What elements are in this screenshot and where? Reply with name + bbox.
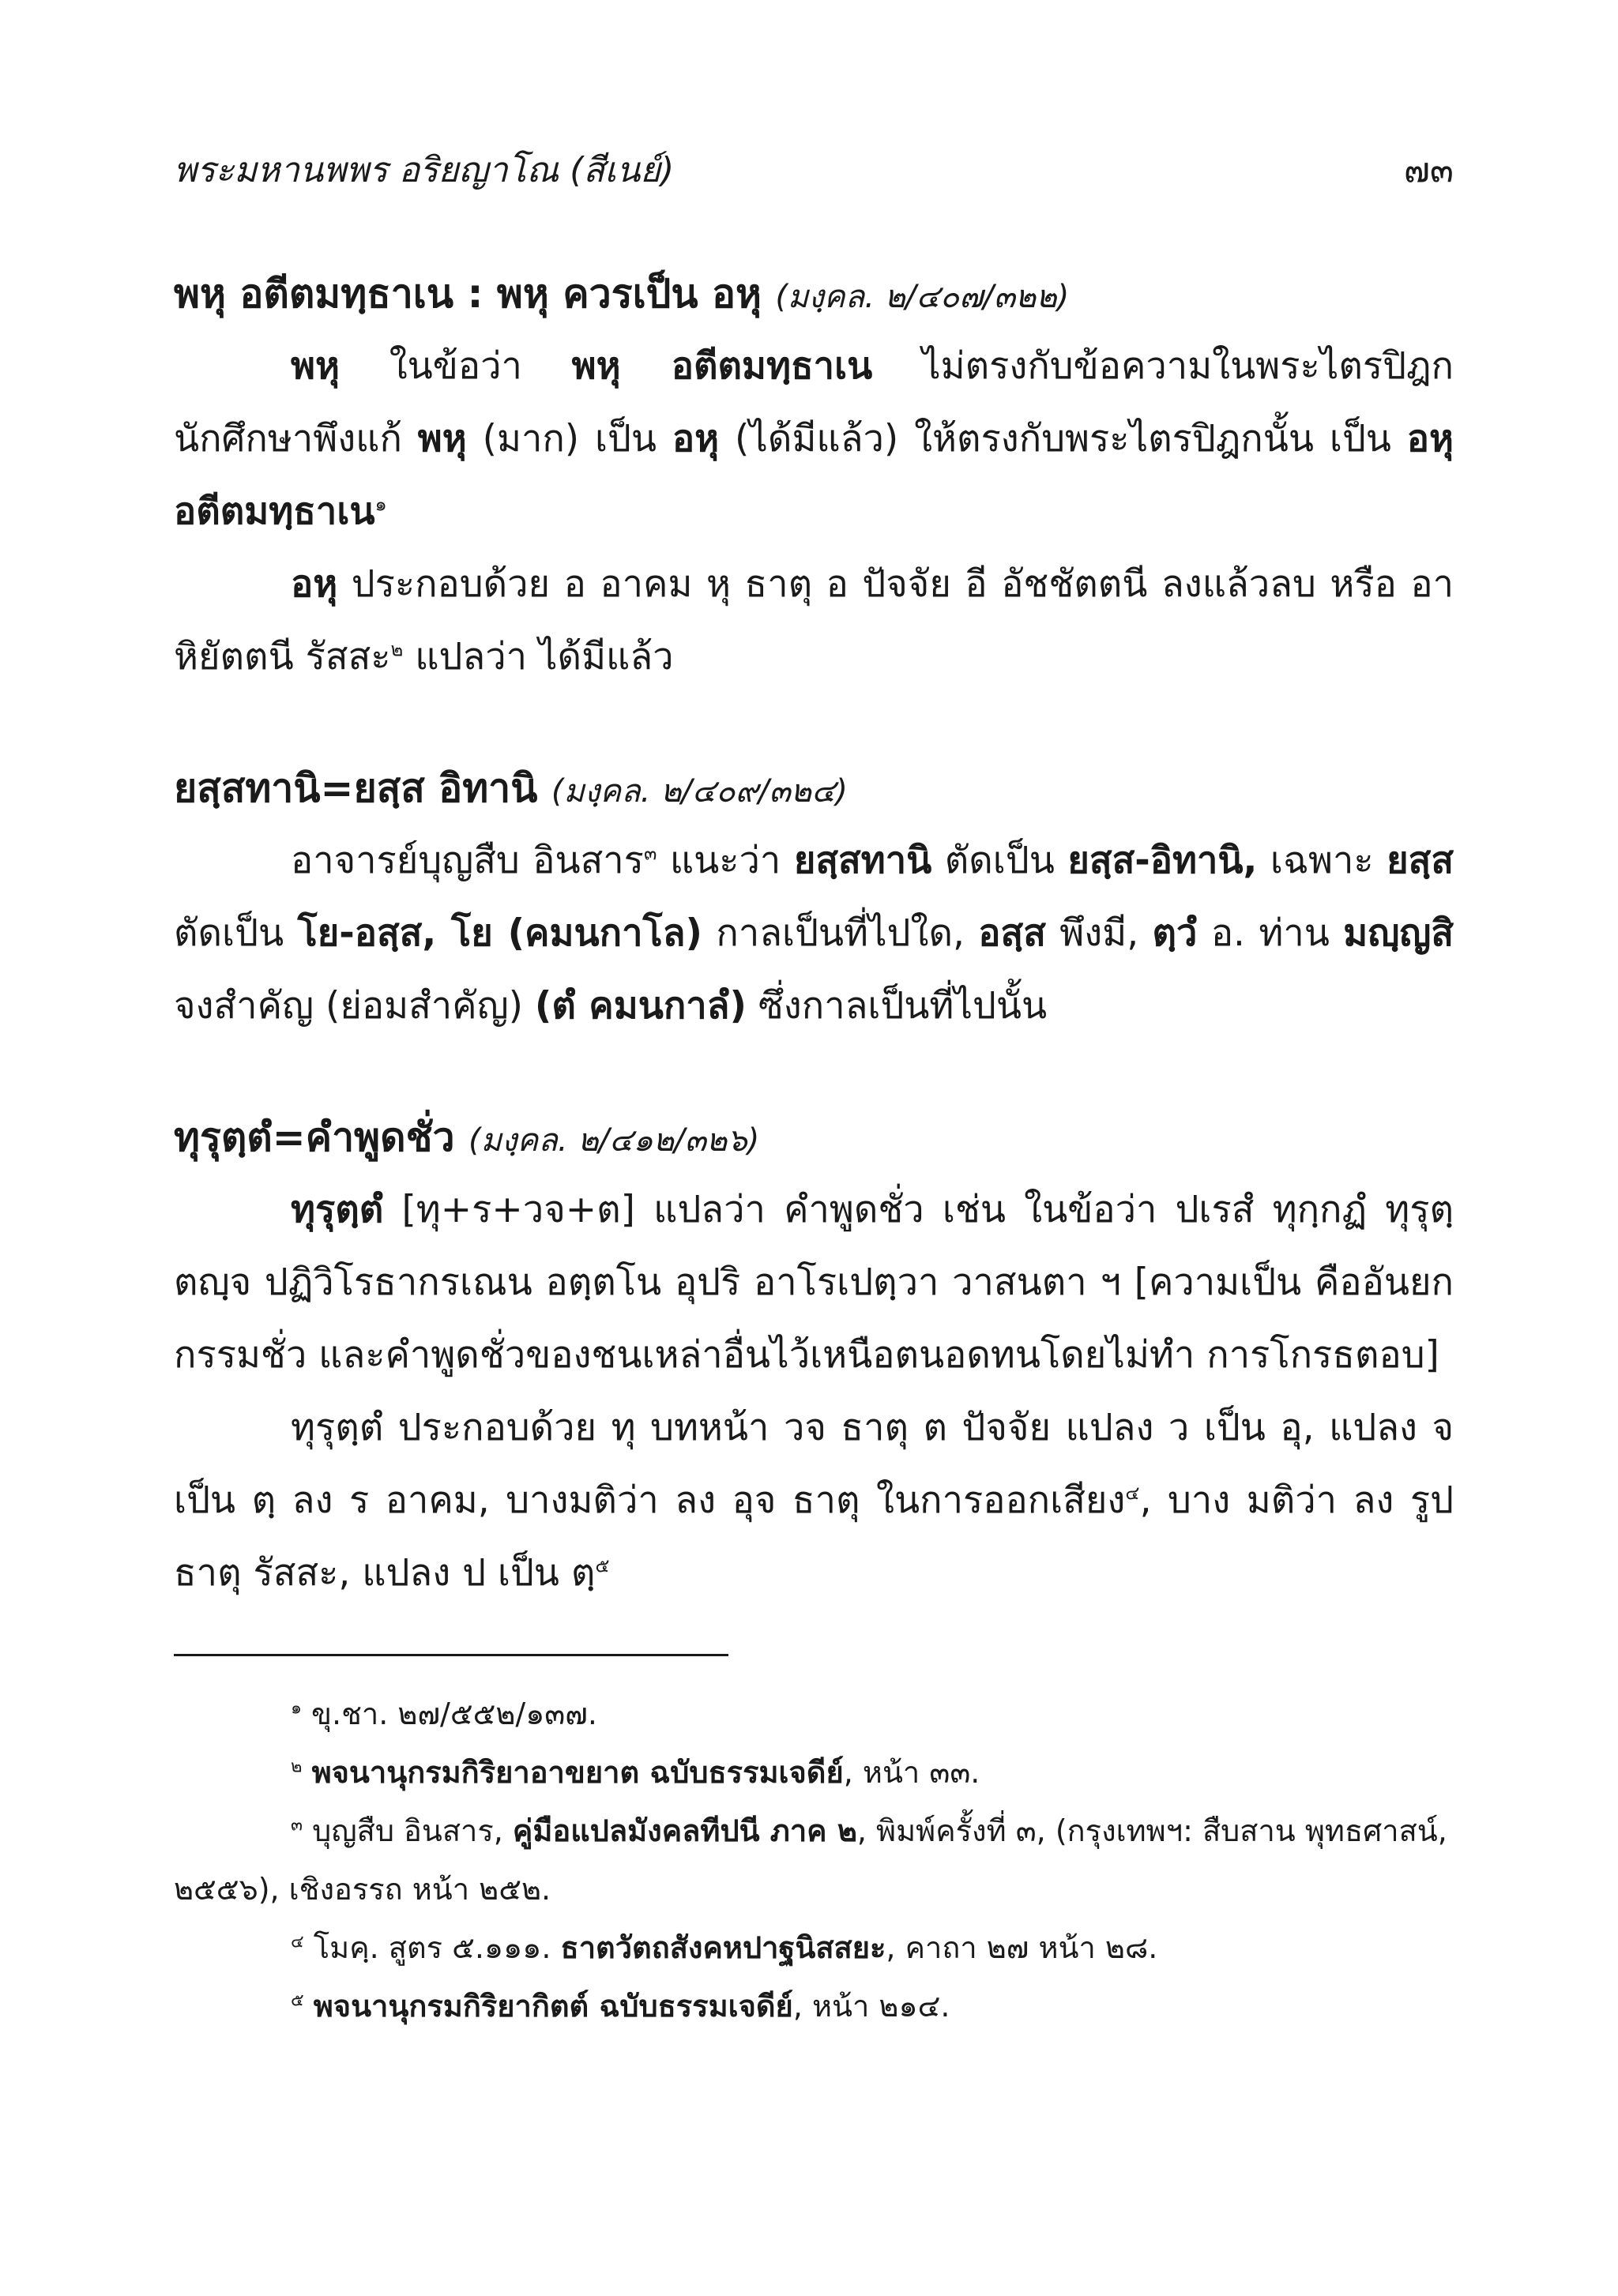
text-run [303,1755,312,1790]
text-run: (มาก) เป็น [466,417,672,460]
footnote-marker: ๕ [595,1554,610,1577]
footnote-number: ๓ [291,1815,303,1836]
body-paragraph [174,825,1454,1043]
entry-reference: (มงฺคล. ๒/๔๐๙/๓๒๔) [551,773,848,810]
text-run: (ได้มีแล้ว) ให้ตรงกับพระไตรปิฎกนั้น เป็น [719,417,1407,460]
text-run: , พิมพ์ครั้งที่ ๓, (กรุงเทพฯ: สืบสาน พุทธศาสน์, ๒๕๕๖), เชิงอรรถ หน้า ๒๕๒. [174,1813,1447,1907]
bold-term: พหุ [291,344,340,388]
footnote-number: ๑ [291,1698,302,1719]
bold-term: มญฺญสิ [1343,911,1454,955]
text-run: ประกอบด้วย อ อาคม หุ ธาตุ อ ปัจจัย อี อัชชัตตนี ลงแล้วลบ หรือ อา หิยัตตนี รัสสะ [174,562,1454,678]
text-run: ตัดเป็น [931,839,1068,882]
text-run: แนะว่า [657,839,794,882]
entry-heading [174,261,1454,330]
footnote-marker: ๓ [643,842,657,865]
entry-heading-text: ยสฺสทานิ=ยสฺส อิทานิ [174,765,538,811]
footnotes [174,1685,1454,2035]
bold-term: พจนานุกรมกิริยาอาขยาต ฉบับธรรมเจดีย์ [311,1755,844,1790]
text-run: ทุรุตฺตํ ประกอบด้วย ทุ บทหน้า วจ ธาตุ ต ปัจจัย แปลง ว เป็น อุ, แปลง จ เป็น ตฺ ลง ร อาคม, บางมติว่า ลง อุจ ธาตุ ในการออกเสียง [174,1406,1454,1522]
bold-term: โย-อสฺส, โย (คมนกาโล) [297,911,702,955]
bold-term: พหุ อตีตมทฺธาเน [571,344,873,388]
bold-term: ธาตวัตถสังคหปาฐนิสสยะ [560,1930,886,1965]
text-run [304,1989,314,2024]
bold-term: พจนานุกรมกิริยากิตต์ ฉบับธรรมเจดีย์ [313,1989,793,2024]
text-run: เฉพาะ [1257,839,1387,882]
footnote [174,1743,1454,1802]
bold-term: พหุ [417,417,467,460]
text-run: อาจารย์บุญสืบ อินสาร [291,839,644,882]
text-run: ในข้อว่า [339,344,572,388]
text-run: แปลว่า ได้มีแล้ว [403,635,674,678]
text-run: , บาง มติว่า ลง รูป ธาตุ รัสสะ, แปลง ป เป็น ตฺ [174,1479,1454,1595]
footnote [174,1802,1454,1918]
running-header [174,142,1454,205]
entry-section [174,755,1454,1043]
text-run: , คาถา ๒๗ หน้า ๒๘. [886,1930,1158,1965]
bold-term: ยสฺส [1387,839,1454,882]
page [174,142,1454,2035]
bold-term: ตฺวํ [1152,911,1198,955]
text-run: กาลเป็นที่ไปใด, [702,911,979,955]
text-run: [ทุ+ร+วจ+ต] แปลว่า คำพูดชั่ว เช่น ในข้อว่า ปเรสํ ทุกฺกฏํ ทุรุตฺตญฺจ ปฏิวิโรธากรเณน อตฺตโน อุปริ อาโรเปตฺวา วาสนตา ฯ [ความเป็น คืออันยกกรรมชั่ว และคำพูดชั่วของชนเหล่าอื่นไว้เหนือตนอดทนโดยไม่ทำ การโกรธตอบ] [174,1188,1454,1377]
entry-section [174,1104,1454,1610]
body-paragraph [174,1174,1454,1392]
entry-heading-text: พหุ อตีตมทฺธาเน : พหุ ควรเป็น อหุ [174,271,762,317]
entry-section [174,261,1454,693]
text-run: , หน้า ๓๓. [843,1755,980,1790]
body-paragraph [174,330,1454,548]
bold-term: อสฺส [978,911,1046,955]
entry-reference: (มงฺคล. ๒/๔๐๗/๓๒๒) [775,279,1070,315]
entry-heading [174,1104,1454,1174]
entries [174,261,1454,1610]
text-run: จงสำคัญ (ย่อมสำคัญ) [174,984,535,1028]
text-run: ตัดเป็น [174,911,298,955]
page-number: ๗๓ [1403,150,1454,190]
body-paragraph [174,548,1454,693]
footnote-separator [174,1654,728,1656]
entry-heading-text: ทุรุตฺตํ=คำพูดชั่ว [174,1114,455,1160]
footnote-number: ๔ [291,1932,304,1952]
text-run: , หน้า ๒๑๔. [792,1989,950,2024]
text-run: พึงมี, [1045,911,1153,955]
footnote-number: ๒ [291,1757,303,1777]
entry-reference: (มงฺคล. ๒/๔๑๒/๓๒๖) [468,1122,760,1159]
bold-term: (ตํ คมนกาลํ) [534,984,747,1028]
footnote-marker: ๒ [390,638,404,661]
footnote-marker: ๑ [374,493,387,516]
entry-heading [174,755,1454,825]
footnote-number: ๕ [291,1990,304,2011]
text-run: อ. ท่าน [1197,911,1344,955]
running-title: พระมหานพพร อริยญาโณ (สีเนย์) [174,150,675,190]
bold-term: ยสฺสทานิ [793,839,932,882]
text-run: โมคฺ. สูตร ๕.๑๑๑. [303,1930,561,1965]
bold-term: อหุ อตีตมทฺธาเน [174,417,1454,533]
bold-term: ทุรุตฺตํ [291,1188,384,1231]
footnote [174,1918,1454,1977]
bold-term: อหุ [291,562,338,606]
text-run: ซึ่งกาลเป็นที่ไปนั้น [746,984,1048,1028]
text-run: ขุ.ชา. ๒๗/๕๕๒/๑๓๗. [301,1697,597,1731]
footnote-marker: ๔ [1125,1482,1140,1505]
text-run: บุญสืบ อินสาร, [303,1813,513,1848]
bold-term: ยสฺส-อิทานิ, [1067,839,1258,882]
footnote [174,1977,1454,2035]
body-paragraph [174,1392,1454,1610]
bold-term: อหุ [672,417,720,460]
footnote [174,1685,1454,1743]
text-run: ไม่ตรงกับข้อความในพระไตรปิฎก นักศึกษาพึงแก้ [174,344,1454,460]
bold-term: คู่มือแปลมังคลทีปนี ภาค ๒ [512,1813,857,1848]
